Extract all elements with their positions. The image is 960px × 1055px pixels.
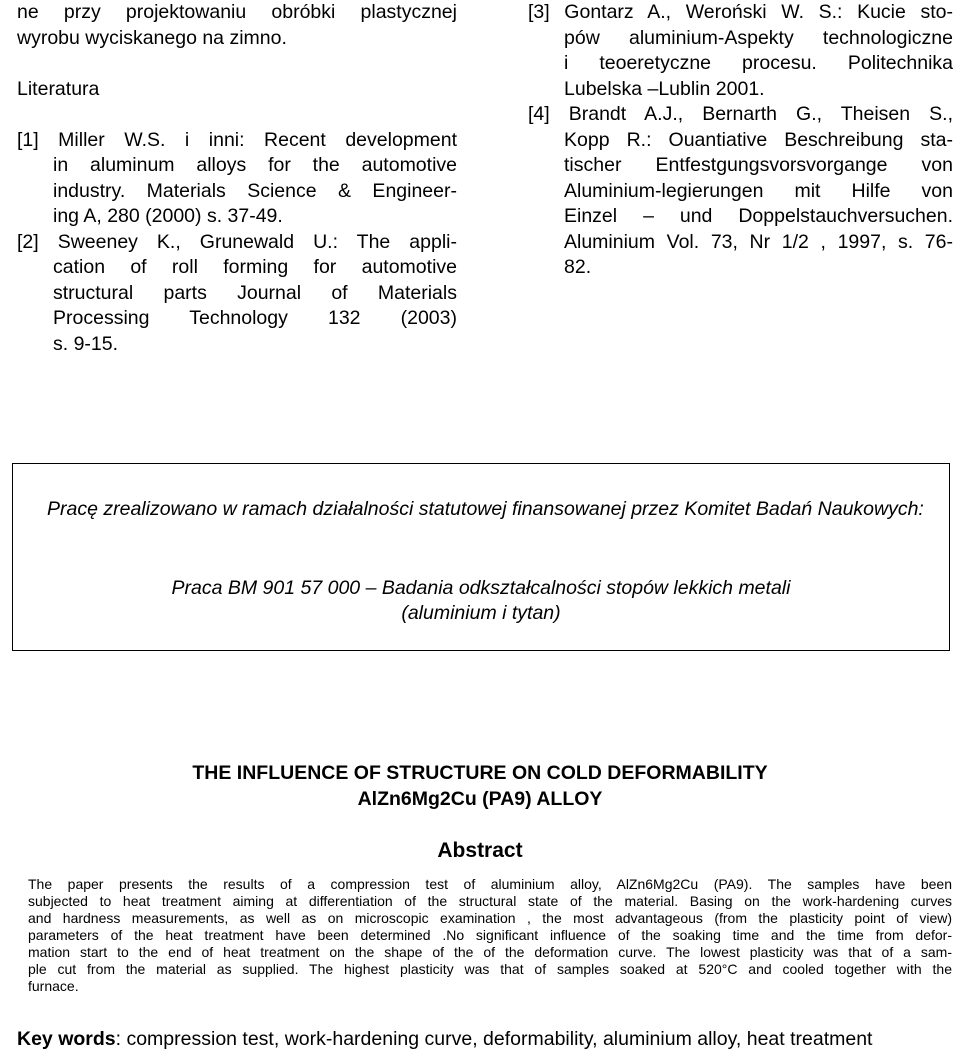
reference-line: [4] Brandt A.J., Bernarth G., Theisen S., (528, 103, 953, 125)
reference-line: in aluminum alloys for the automotive (53, 154, 457, 176)
intro-line: wyrobu wyciskanego na zimno. (17, 26, 287, 49)
english-title-line: THE INFLUENCE OF STRUCTURE ON COLD DEFORMABILITY (192, 762, 768, 784)
english-title-line: AlZn6Mg2Cu (PA9) ALLOY (357, 788, 603, 810)
intro-line: ne przy projektowaniu obróbki plastycznej (17, 1, 457, 23)
abstract-line: ple cut from the material as supplied. The highest plasticity was that of samples soaked at 520°C and cooled together with the (28, 961, 952, 977)
reference-line: s. 9-15. (53, 332, 119, 355)
reference-1 (17, 128, 457, 230)
keywords-label: Key words (17, 1028, 116, 1050)
reference-line: industry. Materials Science & Engineer- (53, 179, 457, 202)
left-column (17, 0, 457, 357)
english-title (0, 760, 960, 812)
reference-line: [2] Sweeney K., Grunewald U.: The appli- (17, 230, 457, 253)
reference-line: structural parts Journal of Materials (53, 281, 457, 304)
grant-line: Praca BM 901 57 000 – Badania odkształcalności stopów lekkich metali (171, 577, 791, 599)
reference-line: Aluminium-legierungen mit Hilfe von (564, 179, 953, 202)
funding-statement: Pracę zrealizowano w ramach działalności statutowej finansowanej przez Komitet Badań Naukowych: (47, 498, 924, 520)
abstract-line: mation start to the end of heat treatment on the shape of the of the deformation curve. The lowest plasticity was that of a sam- (28, 944, 952, 960)
reference-line: 82. (564, 256, 592, 278)
abstract-line: The paper presents the results of a compression test of aluminium alloy, AlZn6Mg2Cu (PA9). The samples have been (28, 876, 952, 892)
reference-line: ing A, 280 (2000) s. 37-49. (53, 205, 283, 227)
reference-2 (17, 230, 457, 358)
reference-line: Processing Technology 132 (2003) (53, 307, 457, 329)
abstract-line: furnace. (28, 978, 79, 994)
abstract-heading: Abstract (437, 839, 523, 862)
abstract-line: parameters of the heat treatment have been determined .No significant influence of the soaking time and the time from defor- (28, 927, 952, 943)
reference-line: Kopp R.: Ouantiative Beschreibung sta- (564, 128, 953, 151)
reference-line: Aluminium Vol. 73, Nr 1/2 , 1997, s. 76- (564, 230, 953, 253)
keywords-text: : compression test, work-hardening curve, deformability, aluminium alloy, heat treatment (115, 1028, 873, 1050)
reference-line: Einzel – und Doppelstauchversuchen. (564, 205, 953, 227)
reference-line: [3] Gontarz A., Weroński W. S.: Kucie sto- (528, 1, 953, 23)
abstract-line: subjected to heat treatment aiming at differentiation of the structural state of the material. Basing on the work-hardening curves (28, 893, 952, 909)
reference-line: Lubelska –Lublin 2001. (564, 77, 765, 100)
reference-line: cation of roll forming for automotive (53, 256, 457, 278)
grant-info (13, 576, 949, 626)
reference-4 (528, 102, 953, 281)
reference-line: pów aluminium-Aspekty technologiczne (564, 26, 953, 49)
reference-3 (528, 0, 953, 102)
reference-line: [1] Miller W.S. i inni: Recent development (17, 128, 457, 151)
reference-line: tischer Entfestgungsvorsvorgange von (564, 154, 953, 176)
keywords (17, 1027, 957, 1052)
grant-line: (aluminium i tytan) (401, 602, 561, 624)
abstract-line: and hardness measurements, as well as on microscopic examination , the most advantageous (from the plasticity point of view) (28, 910, 952, 926)
abstract-body (28, 876, 952, 995)
reference-line: i teoeretyczne procesu. Politechnika (564, 52, 953, 74)
references-heading: Literatura (17, 77, 100, 100)
funding-box (12, 463, 950, 651)
right-column (528, 0, 953, 281)
